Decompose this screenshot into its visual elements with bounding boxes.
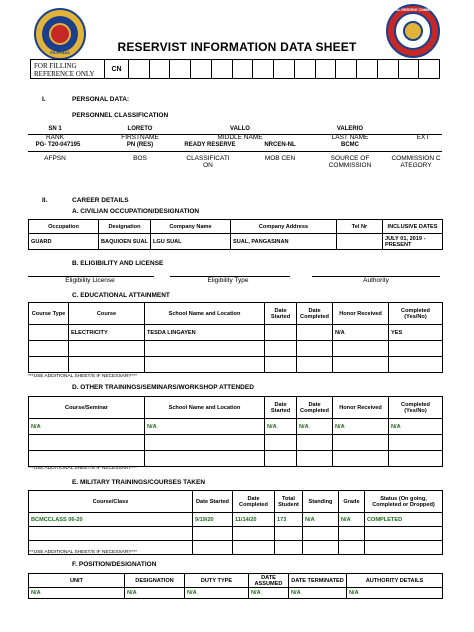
military-trainings-table — [28, 490, 443, 555]
date-completed-header: Date Completed — [297, 397, 333, 419]
date-started-cell — [265, 325, 297, 341]
table-row — [29, 527, 443, 541]
table-row — [29, 357, 443, 373]
eligibility-type-label: Eligibility Type — [207, 277, 249, 284]
position-designation-heading: F. POSITION/DESIGNATION — [72, 561, 157, 568]
cn-digit-box[interactable] — [336, 60, 357, 78]
course-type-header: Course Type — [29, 303, 69, 325]
duty-type-header: DUTY TYPE — [185, 574, 249, 588]
date-assumed-header: DATE ASSUMED — [249, 574, 289, 588]
table-row — [29, 419, 443, 435]
occupation-cell: GUARD — [29, 234, 99, 250]
company-address-cell: SUAL, PANGASINAN — [231, 234, 337, 250]
status-header: Status (On going, Completed or Dropped) — [365, 491, 443, 513]
date-started-cell: N/A — [265, 419, 297, 435]
source-commission-label: SOURCE OF COMMISSION — [328, 155, 372, 169]
course-class-header: Course/Class — [29, 491, 193, 513]
tel-nr-header: Tel Nr — [337, 220, 383, 234]
designation-header: DESIGNATION — [125, 574, 185, 588]
cn-digit-box[interactable] — [253, 60, 274, 78]
cn-digit-box[interactable] — [419, 60, 439, 78]
total-student-cell: 173 — [275, 513, 303, 527]
left-seal-text: PILIPINAS — [50, 50, 70, 55]
cn-digit-box[interactable] — [274, 60, 295, 78]
middlename-value: VALLO — [230, 126, 250, 132]
commission-category-label: COMMISSION CATEGORY — [391, 155, 441, 169]
afpsn-value: PG- T20-047195 — [35, 142, 81, 148]
filling-label: FOR FILLING REFERENCE ONLY — [31, 60, 105, 78]
honor-received-cell: N/A — [333, 419, 389, 435]
course-cell: ELECTRICITY — [69, 325, 145, 341]
source-commission-value: BCMC — [341, 142, 359, 148]
rank-value: SN 1 — [48, 126, 62, 132]
table-row — [29, 341, 443, 357]
classification-label: CLASSIFICATION — [186, 155, 230, 169]
unit-header: UNIT — [29, 574, 125, 588]
date-started-header: Date Started — [265, 397, 297, 419]
middlename-label: MIDDLE NAME — [217, 134, 263, 141]
date-completed-cell — [297, 325, 333, 341]
designation-cell: BAQUIOEN SUAL — [99, 234, 151, 250]
standing-cell: N/A — [303, 513, 339, 527]
honor-received-header: Honor Received — [333, 303, 389, 325]
date-terminated-header: DATE TERMINATED — [289, 574, 347, 588]
bos-value: PN (RES) — [126, 142, 154, 148]
completed-header: Completed (Yes/No) — [389, 397, 443, 419]
afpsn-label: AFPSN — [44, 155, 66, 162]
company-name-cell: LGU SUAL — [151, 234, 231, 250]
company-name-header: Company Name — [151, 220, 231, 234]
date-completed-cell: 11/14/20 — [233, 513, 275, 527]
lastname-label: LAST NAME — [331, 134, 369, 141]
honor-received-header: Honor Received — [333, 397, 389, 419]
cn-label: CN — [105, 60, 129, 78]
authority-label: Authority — [363, 277, 389, 284]
rank-label: RANK — [45, 134, 65, 141]
standing-header: Standing — [303, 491, 339, 513]
personal-data-heading: PERSONAL DATA: — [72, 96, 130, 103]
table-row — [29, 435, 443, 451]
educational-attainment-heading: C. EDUCATIONAL ATTAINMENT — [72, 292, 170, 299]
course-seminar-header: Course/Seminar — [29, 397, 145, 419]
completed-cell: YES — [389, 325, 443, 341]
table-row — [29, 451, 443, 467]
right-seal-text: NAVAL RESERVE COMMAND — [389, 8, 437, 12]
table-row — [29, 513, 443, 527]
total-student-header: Total Student — [275, 491, 303, 513]
grade-header: Grade — [339, 491, 365, 513]
date-terminated-cell: N/A — [289, 588, 347, 599]
position-table — [28, 573, 443, 599]
authority-details-header: AUTHORITY DETAILS — [347, 574, 443, 588]
cn-digit-box[interactable] — [170, 60, 191, 78]
section-number-ii: II. — [42, 197, 48, 204]
bos-label: BOS — [133, 155, 147, 162]
course-header: Course — [69, 303, 145, 325]
designation-cell: N/A — [125, 588, 185, 599]
table-row — [29, 588, 443, 599]
table-row — [29, 234, 443, 250]
cn-digit-box[interactable] — [191, 60, 212, 78]
cn-digit-box[interactable] — [129, 60, 150, 78]
authority-details-cell: N/A — [347, 588, 443, 599]
date-completed-header: Date Completed — [297, 303, 333, 325]
civilian-occupation-heading: A. CIVILIAN OCCUPATION/DESIGNATION — [72, 208, 200, 215]
occupation-table — [28, 219, 443, 250]
mob-cen-value: NRCEN-NL — [264, 142, 296, 148]
status-cell: COMPLETED — [365, 513, 443, 527]
school-name-header: School Name and Location — [145, 397, 265, 419]
additional-sheet-note: ***USE ADDITIONAL SHEET/S IF NECESSARY*** — [28, 466, 138, 471]
cn-digit-box[interactable] — [150, 60, 171, 78]
completed-cell: N/A — [389, 419, 443, 435]
duty-type-cell: N/A — [185, 588, 249, 599]
eligibility-license-label: Eligibility License — [65, 277, 115, 284]
cn-digit-box[interactable] — [357, 60, 378, 78]
cn-digit-box[interactable] — [212, 60, 233, 78]
additional-sheet-note: ***USE ADDITIONAL SHEET/S IF NECESSARY*** — [28, 374, 138, 379]
occupation-header: Occupation — [29, 220, 99, 234]
unit-cell: N/A — [29, 588, 125, 599]
date-started-header: Date Started — [265, 303, 297, 325]
course-type-cell — [29, 325, 69, 341]
inclusive-dates-header: INCLUSIVE DATES — [383, 220, 443, 234]
date-started-cell: 9/19/20 — [193, 513, 233, 527]
classification-value: READY RESERVE — [184, 142, 236, 148]
school-name-cell: N/A — [145, 419, 265, 435]
course-class-cell: BCMCCLASS 06-20 — [29, 513, 193, 527]
other-trainings-heading: D. OTHER TRAININGS/SEMINARS/WORKSHOP ATTENDED — [72, 384, 254, 391]
lastname-value: VALERIO — [336, 126, 364, 132]
service-underline — [28, 151, 442, 152]
designation-header: Designation — [99, 220, 151, 234]
grade-cell: N/A — [339, 513, 365, 527]
school-name-cell: TESDA LINGAYEN — [145, 325, 265, 341]
date-completed-header: Date Completed — [233, 491, 275, 513]
date-started-header: Date Started — [193, 491, 233, 513]
completed-header: Completed (Yes/No) — [389, 303, 443, 325]
cn-digit-box[interactable] — [233, 60, 254, 78]
military-trainings-heading: E. MILITARY TRAININGS/COURSES TAKEN — [72, 479, 206, 486]
section-number-i: I. — [42, 96, 46, 103]
cn-digit-box[interactable] — [378, 60, 399, 78]
table-row — [29, 325, 443, 341]
school-name-header: School Name and Location — [145, 303, 265, 325]
inclusive-dates-cell: JULY 01, 2019 - PRESENT — [383, 234, 443, 250]
education-table — [28, 302, 443, 373]
trainings-table — [28, 396, 443, 467]
cn-digit-box[interactable] — [316, 60, 337, 78]
ext-label: EXT — [416, 134, 430, 141]
date-assumed-cell: N/A — [249, 588, 289, 599]
cn-digit-box[interactable] — [295, 60, 316, 78]
career-details-heading: CAREER DETAILS — [72, 197, 129, 204]
mob-cen-label: MOB CEN — [264, 155, 296, 162]
firstname-label: FIRSTNAME — [121, 134, 159, 141]
course-seminar-cell: N/A — [29, 419, 145, 435]
page-title: RESERVIST INFORMATION DATA SHEET — [117, 40, 357, 54]
tel-nr-cell — [337, 234, 383, 250]
personnel-classification-heading: PERSONNEL CLASSIFICATION — [72, 112, 169, 119]
additional-sheet-note: ***USE ADDITIONAL SHEET/S IF NECESSARY*** — [28, 550, 138, 555]
company-address-header: Company Address — [231, 220, 337, 234]
firstname-value: LORETO — [127, 126, 153, 132]
honor-received-cell: N/A — [333, 325, 389, 341]
reference-number-box — [30, 59, 440, 79]
date-completed-cell: N/A — [297, 419, 333, 435]
cn-digit-box[interactable] — [399, 60, 420, 78]
eligibility-heading: B. ELIGIBILITY AND LICENSE — [72, 260, 164, 267]
